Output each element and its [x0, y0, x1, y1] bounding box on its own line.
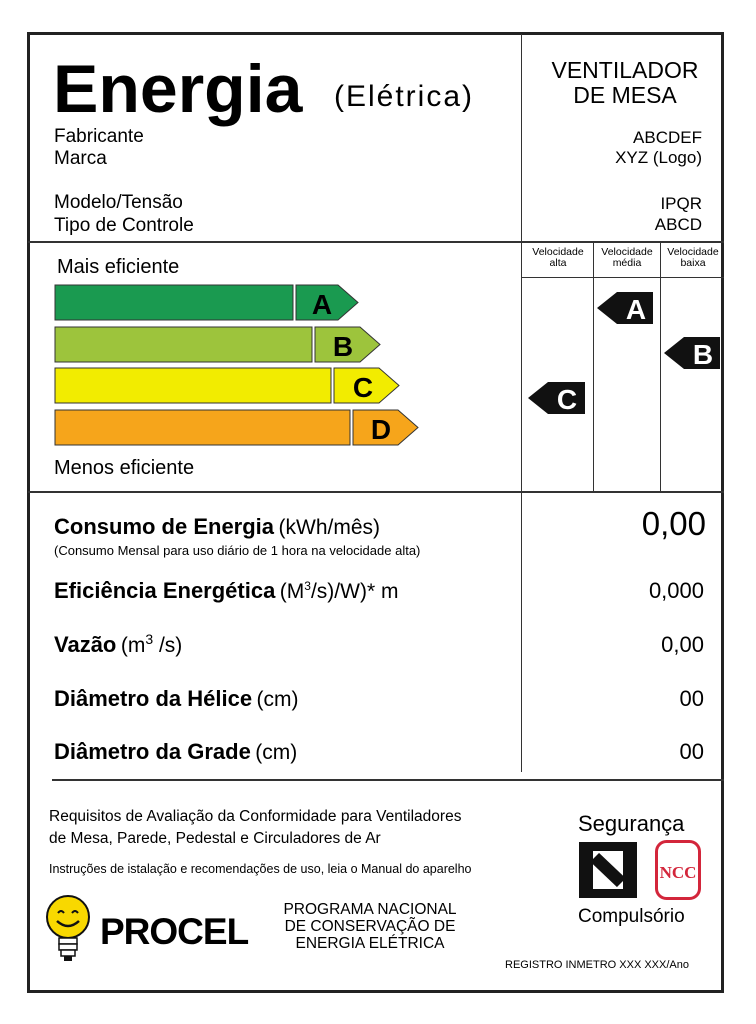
metric-grade-value: 00 [679, 739, 704, 764]
ncc-seal [655, 840, 701, 900]
rating-letter-alta: C [556, 384, 578, 415]
metric-helice-name: Diâmetro da Hélice [54, 686, 253, 711]
scale-bar-a [55, 285, 358, 320]
metric-consumo [54, 514, 380, 540]
column-header-baixa: Velocidade baixa [667, 246, 719, 269]
procel-logo-text: PROCEL [100, 911, 249, 952]
column-header-alta: Velocidade alta [532, 246, 584, 269]
field-label-controle: Tipo de Controle [54, 215, 194, 236]
product-line-1: VENTILADOR [551, 57, 699, 83]
product-line-2: DE MESA [573, 82, 677, 108]
metric-eficiencia-name: Eficiência Energética [54, 578, 276, 603]
metric-vazao-unit: ($m^3$ /s) [120, 631, 183, 657]
rating-marker-alta [528, 382, 585, 415]
registro-inmetro: REGISTRO INMETRO XXX XXX/Ano [505, 959, 689, 971]
scale-letter-b: B [332, 331, 354, 362]
scale-bar-d [55, 410, 418, 445]
scale-bar-c [55, 368, 399, 403]
metric-grade [54, 739, 297, 765]
scale-letter-a: A [311, 289, 333, 320]
program-line-2: DE CONSERVAÇÃO DE [284, 918, 456, 935]
metric-vazao [54, 631, 182, 658]
ncc-seal-text: NCC [659, 863, 697, 882]
scale-letter-c: C [352, 372, 374, 403]
field-label-fabricante: Fabricante [54, 126, 144, 147]
metric-consumo-unit: (kWh/mês) [278, 516, 380, 539]
scale-bottom-label: Menos eficiente [54, 457, 195, 479]
field-label-marca: Marca [54, 148, 107, 169]
scale-bar-b [55, 327, 380, 362]
scale-top-label: Mais eficiente [57, 256, 180, 278]
field-label-modelo: Modelo/Tensão [54, 192, 183, 213]
field-value-fabricante: ABCDEF [633, 128, 702, 147]
field-value-controle: ABCD [654, 215, 702, 234]
field-value-marca: XYZ (Logo) [615, 148, 702, 167]
rating-marker-baixa [664, 337, 720, 370]
inmetro-logo [579, 842, 637, 898]
metric-helice [54, 686, 299, 712]
column-header-media: Velocidade média [601, 246, 653, 269]
metric-grade-unit: (cm) [255, 741, 298, 764]
metric-grade-name: Diâmetro da Grade [54, 739, 251, 764]
label-title: Energia [53, 51, 303, 127]
procel-bulb-icon [44, 893, 96, 963]
footer-requirements-line1: Requisitos de Avaliação da Conformidade para Ventiladores [49, 808, 462, 825]
rating-marker-media [597, 292, 653, 325]
footer-instructions: Instruções de istalação e recomendações de uso, leia o Manual do aparelho [49, 862, 472, 876]
seguranca-label: Segurança [578, 811, 685, 836]
rating-letter-baixa: B [692, 339, 714, 370]
footer-requirements-line2: de Mesa, Parede, Pedestal e Circuladores de Ar [49, 830, 381, 847]
metric-consumo-value: 0,00 [641, 505, 706, 542]
field-value-modelo: IPQR [660, 194, 702, 213]
metric-eficiencia-unit: $(M^3/s)/W)*$ m [279, 579, 399, 603]
program-line-1: PROGRAMA NACIONAL [283, 901, 457, 918]
metric-vazao-name: Vazão [54, 632, 117, 657]
metric-eficiencia [54, 578, 398, 604]
program-name [262, 901, 478, 952]
metric-vazao-value: 0,00 [661, 632, 704, 657]
program-line-3: ENERGIA ELÉTRICA [295, 935, 445, 952]
metric-consumo-note: (Consumo Mensal para uso diário de 1 hora na velocidade alta) [54, 543, 421, 558]
compulsorio-label: Compulsório [578, 906, 685, 927]
scale-letter-d: D [370, 414, 392, 445]
metric-consumo-name: Consumo de Energia [54, 514, 275, 539]
label-subtitle: (Elétrica) [334, 80, 475, 113]
metric-helice-unit: (cm) [256, 688, 299, 711]
rating-letter-media: A [625, 294, 647, 325]
metric-eficiencia-value: 0,000 [648, 578, 704, 603]
metric-helice-value: 00 [679, 686, 704, 711]
